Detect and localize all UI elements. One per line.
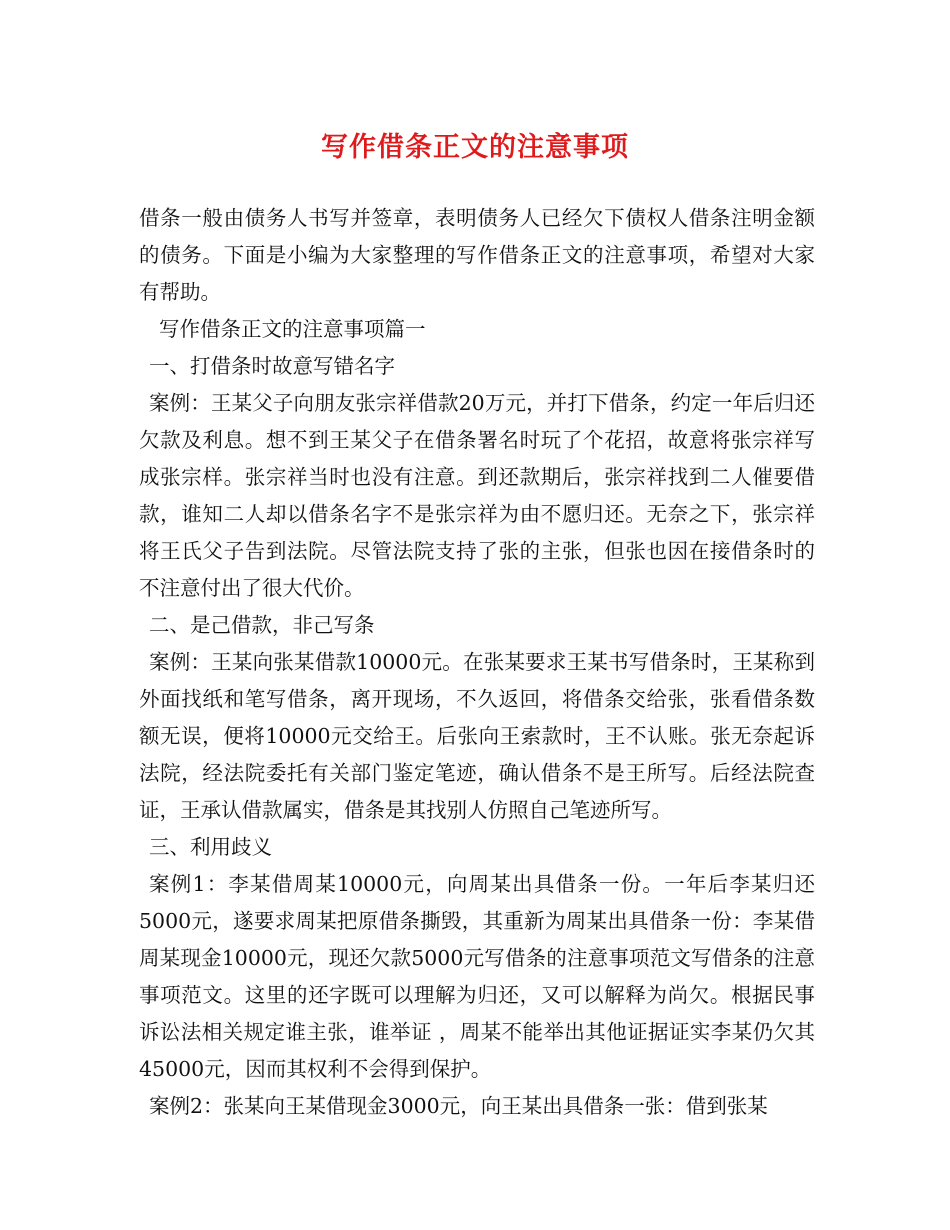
subheading-3: 三、利用歧义 [149, 835, 272, 859]
document-title: 写作借条正文的注意事项 [321, 132, 629, 163]
section-heading: 写作借条正文的注意事项篇一 [159, 317, 426, 341]
case-paragraph-4: 案例2：张某向王某借现金3000元，向王某出具借条一张：借到张某 [149, 1094, 768, 1118]
subheading-1: 一、打借条时故意写错名字 [149, 354, 395, 378]
case-paragraph-2: 案例：王某向张某借款10000元。在张某要求王某书写借条时，王某称到外面找纸和笔写借条，离开现场，不久返回，将借条交给张，张看借条数额无误，便将10000元交给王。后张向王索款时，王不认账。张无奈起诉法院，经法院委托有关部门鉴定笔迹，确认借条不是王所写。后经法院查证，王承认借款属实，借条是其找别人仿照自己笔迹所写。 [139, 650, 815, 822]
case-paragraph-3: 案例1：李某借周某10000元，向周某出具借条一份。一年后李某归还5000元，遂要求周某把原借条撕毁，其重新为周某出具借条一份：李某借周某现金10000元，现还欠款5000元写借条的注意事项范文写借条的注意事项范文。这里的还字既可以理解为归还，又可以解释为尚欠。根据民事诉讼法相关规定谁主张，谁举证 ，周某不能举出其他证据证实李某仍欠其45000元，因而其权利不会得到保护。 [139, 872, 815, 1081]
document-body [139, 200, 815, 1125]
case-paragraph-1: 案例：王某父子向朋友张宗祥借款20万元，并打下借条，约定一年后归还欠款及利息。想不到王某父子在借条署名时玩了个花招，故意将张宗祥写成张宗样。张宗祥当时也没有注意。到还款期后，张宗祥找到二人催要借款，谁知二人却以借条名字不是张宗祥为由不愿归还。无奈之下，张宗祥将王氏父子告到法院。尽管法院支持了张的主张，但张也因在接借条时的不注意付出了很大代价。 [139, 391, 815, 600]
subheading-2: 二、是己借款，非己写条 [149, 613, 375, 637]
intro-paragraph: 借条一般由债务人书写并签章，表明债务人已经欠下债权人借条注明金额的债务。下面是小编为大家整理的写作借条正文的注意事项，希望对大家有帮助。 [139, 206, 815, 304]
